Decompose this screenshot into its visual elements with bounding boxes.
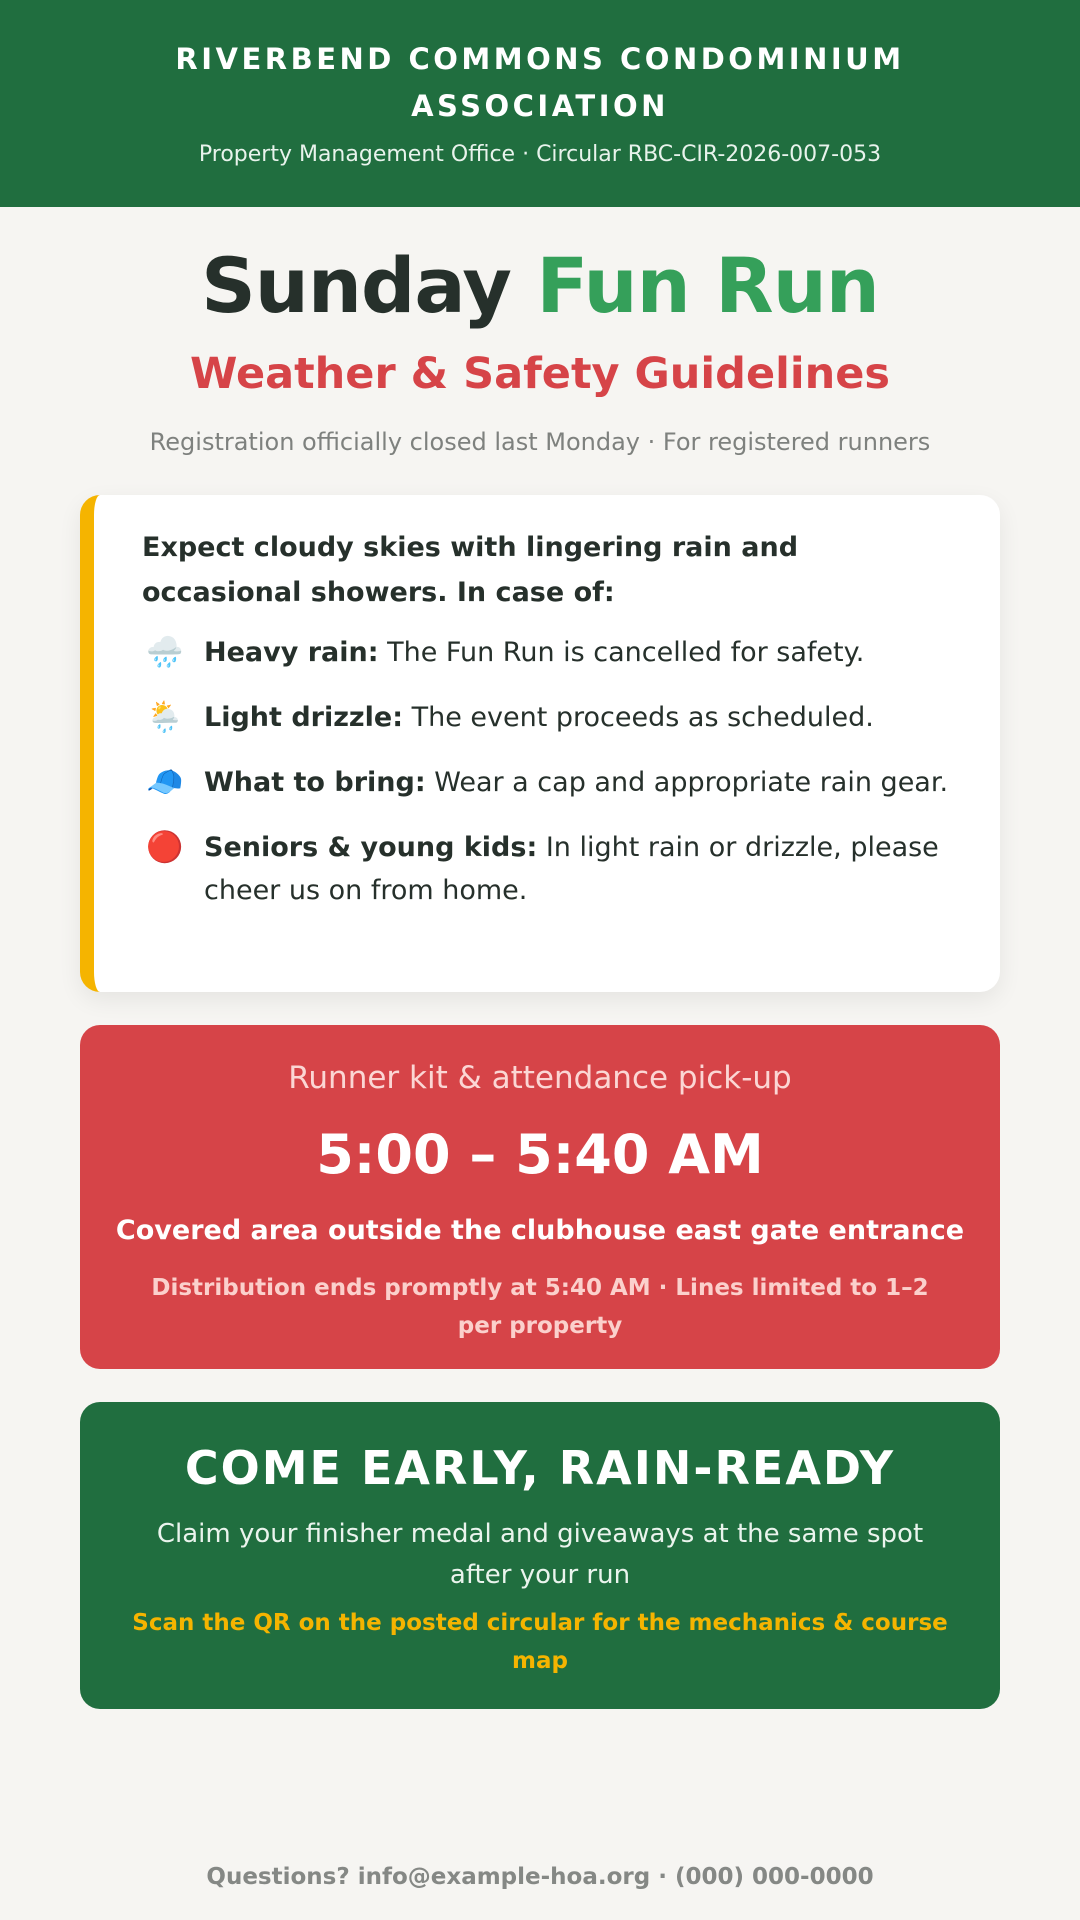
cap-icon: 🧢	[146, 765, 184, 800]
pickup-location: Covered area outside the clubhouse east gate entrance	[115, 1215, 965, 1246]
guideline-label: What to bring:	[204, 767, 426, 798]
guideline-text: The event proceeds as scheduled.	[403, 702, 874, 733]
circular-reference: Property Management Office · Circular RBC-CIR-2026-007-053	[198, 142, 882, 167]
guideline-light-drizzle	[142, 696, 960, 739]
cloud-rain-icon: 🌧️	[146, 635, 184, 670]
header-banner	[0, 0, 1080, 207]
guidelines-intro: Expect cloudy skies with lingering rain and occasional showers. In case of:	[142, 532, 799, 608]
red-circle-icon: 🔴	[146, 830, 184, 865]
pickup-note: Distribution ends promptly at 5:40 AM · Lines limited to 1–2 per property	[151, 1275, 929, 1339]
weather-guidelines-card	[80, 495, 1000, 992]
kit-pickup-card	[80, 1025, 1000, 1369]
guideline-heavy-rain	[142, 631, 960, 674]
org-name: RIVERBEND COMMONS CONDOMINIUM ASSOCIATION	[175, 42, 905, 123]
contact-footer: Questions? info@example-hoa.org · (000) 000-0000	[206, 1864, 874, 1890]
guideline-label: Light drizzle:	[204, 702, 404, 733]
come-early-title: COME EARLY, RAIN-READY	[184, 1441, 896, 1495]
pickup-label: Runner kit & attendance pick-up	[288, 1060, 792, 1096]
come-early-card	[80, 1402, 1000, 1709]
qr-instruction: Scan the QR on the posted circular for the mechanics & course map	[132, 1610, 948, 1674]
guideline-seniors-kids	[142, 826, 960, 912]
title-part-fun-run: Fun Run	[536, 241, 879, 330]
page-title	[0, 238, 1080, 334]
sun-rain-icon: 🌦️	[146, 700, 184, 735]
registration-tagline: Registration officially closed last Monday · For registered runners	[149, 428, 931, 456]
guideline-what-to-bring	[142, 761, 960, 804]
guideline-label: Seniors & young kids:	[204, 832, 538, 863]
page-subtitle: Weather & Safety Guidelines	[190, 349, 890, 399]
medal-giveaway-note: Claim your finisher medal and giveaways at the same spot after your run	[156, 1519, 924, 1590]
guideline-label: Heavy rain:	[204, 637, 379, 668]
guideline-text: Wear a cap and appropriate rain gear.	[425, 767, 949, 798]
guideline-text: In light rain or drizzle, please cheer us on from home.	[204, 832, 939, 906]
pickup-time: 5:00 – 5:40 AM	[316, 1123, 764, 1186]
title-part-sunday: Sunday	[201, 241, 511, 330]
guideline-text: The Fun Run is cancelled for safety.	[378, 637, 865, 668]
